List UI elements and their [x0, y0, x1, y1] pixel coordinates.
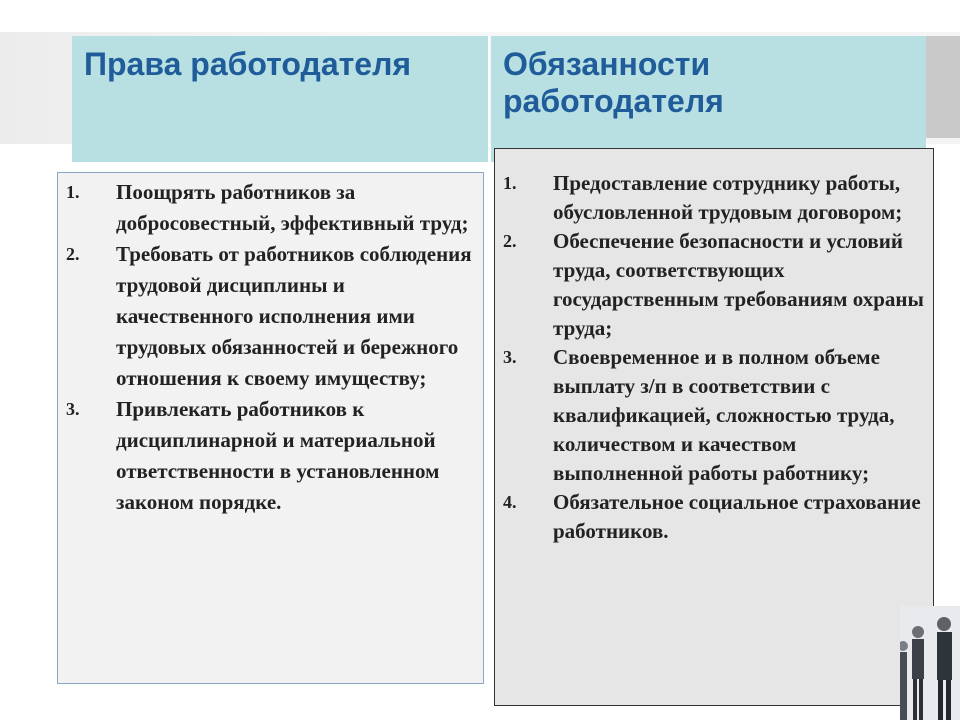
rights-list [66, 177, 475, 518]
list-item-text: Поощрять работников за добросовестный, эффективный труд; [116, 180, 469, 235]
rights-list-box [57, 172, 484, 684]
duties-header [491, 36, 926, 162]
list-item [66, 394, 475, 518]
list-item [66, 239, 475, 394]
list-item-number: 3. [503, 347, 517, 367]
list-item-text: Обеспечение безопасности и условий труда, соответствующих государственным требованиям охраны труда; [553, 229, 924, 340]
list-item [66, 177, 475, 239]
background-band-edge [926, 36, 960, 138]
list-item-number: 2. [503, 231, 517, 251]
list-item-text: Требовать от работников соблюдения трудовой дисциплины и качественного исполнения ими трудовых обязанностей и бережного отношения к своему имуществу; [116, 242, 472, 390]
list-item-number: 2. [66, 244, 80, 264]
list-item-text: Обязательное социальное страхование работников. [553, 490, 921, 543]
list-item-text: Привлекать работников к дисциплинарной и материальной ответственности в установленном законом порядке. [116, 397, 440, 514]
list-item-text: Предоставление сотруднику работы, обусловленной трудовым договором; [553, 171, 903, 224]
list-item [503, 169, 925, 227]
list-item-number: 3. [66, 399, 80, 419]
rights-header [72, 36, 490, 162]
list-item-number: 4. [503, 492, 517, 512]
duties-list [503, 169, 925, 546]
duties-list-box [494, 148, 934, 706]
list-item-number: 1. [503, 173, 517, 193]
list-item [503, 227, 925, 343]
list-item [503, 488, 925, 546]
business-people-image [900, 606, 960, 720]
list-item-text: Своевременное и в полном объеме выплату з/п в соответствии с квалификацией, сложностью труда, количеством и качеством выполненной работы работнику; [553, 345, 895, 485]
list-item [503, 343, 925, 488]
rights-title: Права работодателя [84, 46, 412, 82]
duties-title: Обязанности работодателя [503, 46, 724, 119]
list-item-number: 1. [66, 182, 80, 202]
